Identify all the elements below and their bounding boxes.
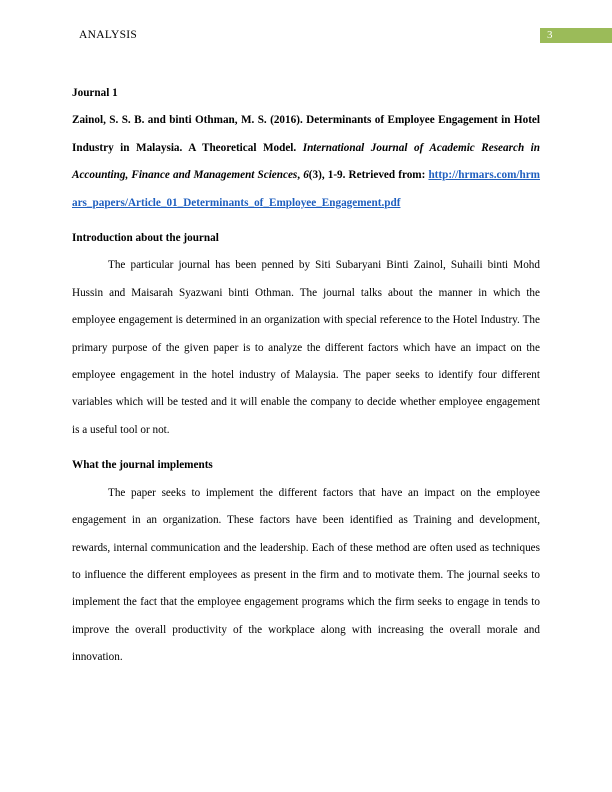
citation-authors: Zainol, S. S. B. and binti Othman, M. S. (2016). Determinants of Employee Engagement in Hotel Industry in Malaysia. A Theoretical Model. [72,114,540,154]
journal-title: Journal 1 [72,87,118,99]
citation-journal-name: International Journal of Academic Research in Accounting, Finance and Management Sciences [72,141,541,182]
section-heading-introduction: Introduction about the journal [72,232,219,245]
citation-volume: 6 [303,169,309,182]
citation-issue-pages: (3), 1-9. Retrieved from: [308,169,426,182]
running-head: ANALYSIS [79,29,138,41]
section-heading-implements: What the journal implements [72,459,213,472]
citation-link[interactable]: http://hrmars.com/hrmars_papers/Article_01_Determinants_of_Employee_Engagement.pdf [72,169,541,209]
citation: Zainol, S. S. B. and binti Othman, M. S. (2016). Determinants of Employee Engagement in Hotel Industry in Malaysia. A Theoretical Model. International Journal of Academic Research in Accounting, Finance and Management Sciences, 6(3), 1-9. Retrieved from: http://hrmars.com/hrmars_papers/Article_01_Determinants_of_Employee_Engagement.pdf [72,114,541,209]
page-number: 3 [540,28,612,43]
document-body [72,80,540,672]
section-paragraph-implements: The paper seeks to implement the different factors that have an impact on the employee engagement in an organization. These factors have been identified as Training and development, rewards, internal communication and the leadership. Each of these method are often used as techniques to influence the different employees as present in the firm and to motivate them. The journal seeks to implement the fact that the employee engagement programs which the firm seeks to engage in tends to improve the overall productivity of the workplace along with increasing the overall morale and innovation. [72,486,540,664]
section-paragraph-introduction: The particular journal has been penned by Siti Subaryani Binti Zainol, Suhaili binti Mohd Hussin and Maisarah Syazwani binti Othman. The journal talks about the manner in which the employee engagement is determined in an organization with special reference to the Hotel Industry. The primary purpose of the given paper is to analyze the different factors which have an impact on the employee engagement in the hotel industry of Malaysia. The paper seeks to identify four different variables which will be tested and it will enable the company to decide whether employee engagement is a useful tool or not. [72,259,540,436]
